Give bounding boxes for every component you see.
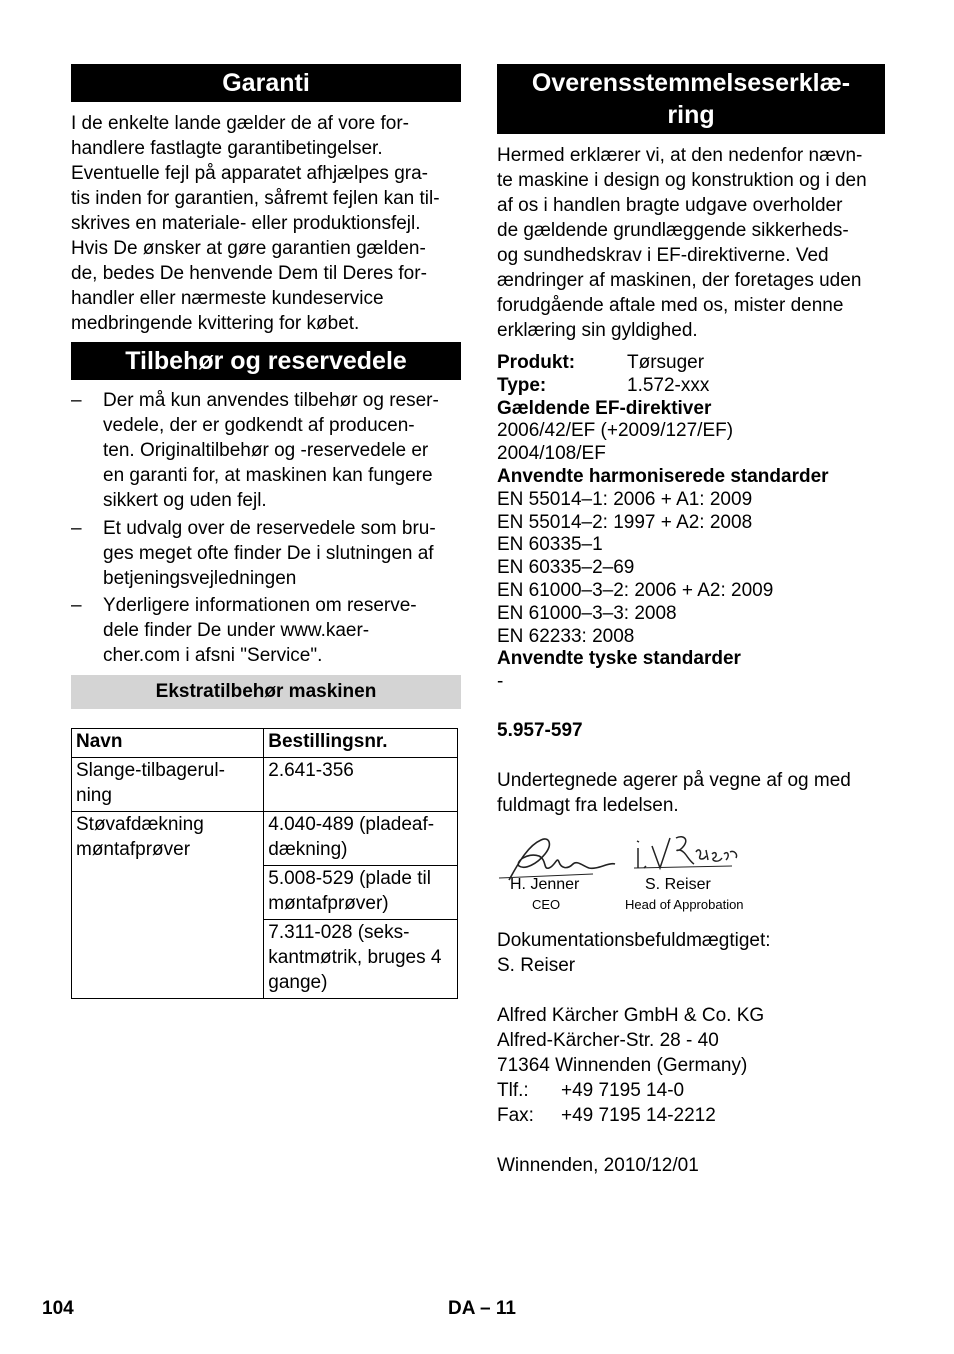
phone-label: Tlf.: bbox=[497, 1080, 529, 1101]
table-cell bbox=[264, 758, 458, 812]
signer-name: H. Jenner bbox=[510, 876, 580, 893]
text-line: S. Reiser bbox=[497, 955, 576, 976]
table-row bbox=[72, 758, 458, 812]
text-line: I de enkelte lande gælder de af vore for- bbox=[71, 113, 409, 134]
fax-row bbox=[497, 1103, 764, 1128]
type-value: 1.572-xxx bbox=[627, 374, 710, 396]
signatory-text bbox=[497, 768, 851, 818]
text-line: Hermed erklærer vi, at den nedenfor nævn- bbox=[497, 145, 863, 166]
fax-label: Fax: bbox=[497, 1105, 534, 1126]
text-line: 4.040-489 (pladeaf- bbox=[268, 814, 435, 835]
section-page-label: DA – 11 bbox=[448, 1298, 516, 1319]
text-line: Slange-tilbagerul- bbox=[76, 760, 225, 781]
table-cell bbox=[264, 812, 458, 866]
text-line: Et udvalg over de reservedele som bru- bbox=[103, 518, 436, 539]
text-line: ges meget ofte finder De i slutningen af bbox=[103, 543, 434, 564]
documentation-authority bbox=[497, 928, 771, 978]
document-number: 5.957-597 bbox=[497, 720, 583, 741]
text-line: handler eller nærmeste kundeservice bbox=[71, 288, 384, 309]
column-header-name: Navn bbox=[72, 729, 264, 758]
declaration-block bbox=[497, 352, 829, 694]
text-line: skrives en materiale- eller produktionsfejl. bbox=[71, 213, 421, 234]
product-value: Tørsuger bbox=[627, 352, 705, 373]
text-line: Eventuelle fejl på apparatet afhjælpes gra- bbox=[71, 163, 429, 184]
text-line: 2004/108/EF bbox=[497, 443, 606, 465]
company-name: Alfred Kärcher GmbH & Co. KG bbox=[497, 1005, 765, 1026]
warranty-heading bbox=[71, 64, 461, 102]
text-line: de gældende grundlæggende sikkerheds- bbox=[497, 220, 849, 241]
table-row bbox=[72, 812, 458, 866]
conformity-heading-line: Overensstemmelseserklæ- bbox=[531, 69, 851, 97]
bullet-text bbox=[103, 516, 436, 591]
text-line: cher.com i afsni "Service". bbox=[103, 645, 323, 666]
text-line: medbringende kvittering for købet. bbox=[71, 313, 360, 334]
text-line: 2.641-356 bbox=[268, 760, 354, 781]
type-label: Type: bbox=[497, 374, 547, 396]
text-line: EN 60335–1 bbox=[497, 534, 603, 556]
text-line: Der må kun anvendes tilbehør og reser- bbox=[103, 390, 439, 411]
text-line: EN 62233: 2008 bbox=[497, 625, 635, 647]
text-line: te maskine i design og konstruktion og i den bbox=[497, 170, 867, 191]
text-line: ning bbox=[76, 785, 112, 806]
german-standards-label: Anvendte tyske standarder bbox=[497, 648, 741, 670]
text-line: Støvafdækning bbox=[76, 814, 204, 835]
bullet-dash: – bbox=[71, 595, 82, 616]
bullet-dash: – bbox=[71, 518, 82, 539]
text-line: dele finder De under www.kaer- bbox=[103, 620, 370, 641]
accessories-table bbox=[71, 728, 458, 999]
phone-row bbox=[497, 1078, 764, 1103]
text-line: dækning) bbox=[268, 839, 348, 860]
table-cell bbox=[72, 758, 264, 812]
table-cell bbox=[264, 866, 458, 920]
conformity-heading-line: ring bbox=[667, 101, 715, 129]
text-line: de, bedes De henvende Dem til Deres for- bbox=[71, 263, 427, 284]
signer-name: S. Reiser bbox=[645, 876, 711, 893]
text-line: handlere fastlagte garantibetingelser. bbox=[71, 138, 383, 159]
text-line: Yderligere informationen om reserve- bbox=[103, 595, 417, 616]
ec-directives-list bbox=[497, 420, 829, 466]
bullet-text bbox=[103, 388, 439, 513]
text-line: ændringer af maskinen, der foretages uden bbox=[497, 270, 862, 291]
signature-reiser bbox=[622, 826, 762, 916]
german-standards-value: - bbox=[497, 671, 504, 693]
ec-directives-label: Gældende EF-direktiver bbox=[497, 397, 712, 419]
text-line: en garanti for, at maskinen kan fungere bbox=[103, 465, 433, 486]
text-line: EN 55014–2: 1997 + A2: 2008 bbox=[497, 511, 753, 533]
text-line: tis inden for garantien, såfremt fejlen kan til- bbox=[71, 188, 440, 209]
warranty-heading-text: Garanti bbox=[222, 69, 310, 97]
text-line: møntafprøver bbox=[76, 839, 191, 860]
text-line: 5.008-529 (plade til bbox=[268, 868, 431, 889]
accessories-heading-text: Tilbehør og reservedele bbox=[125, 347, 407, 375]
bullet-dash: – bbox=[71, 390, 82, 411]
text-line: 7.311-028 (seks- bbox=[268, 922, 410, 943]
phone-value: +49 7195 14-0 bbox=[561, 1080, 685, 1101]
harmonised-standards-label: Anvendte harmoniserede standarder bbox=[497, 465, 829, 487]
text-line: og sundhedskrav i EF-direktiverne. Ved bbox=[497, 245, 829, 266]
text-line: forudgående aftale med os, mister denne bbox=[497, 295, 844, 316]
conformity-heading bbox=[497, 64, 885, 134]
optional-accessories-heading-text: Ekstratilbehør maskinen bbox=[155, 681, 377, 702]
text-line: gange) bbox=[268, 972, 328, 993]
page-number: 104 bbox=[42, 1298, 74, 1319]
type-row bbox=[497, 375, 829, 398]
text-line: fuldmagt fra ledelsen. bbox=[497, 795, 679, 816]
table-cell bbox=[264, 920, 458, 999]
text-line: EN 61000–3–2: 2006 + A2: 2009 bbox=[497, 579, 774, 601]
signer-title: CEO bbox=[532, 897, 561, 912]
optional-accessories-heading bbox=[71, 675, 461, 709]
table-header-row bbox=[72, 729, 458, 758]
column-header-order-number: Bestillingsnr. bbox=[264, 729, 458, 758]
harmonised-standards-list bbox=[497, 489, 829, 649]
company-street: Alfred-Kärcher-Str. 28 - 40 bbox=[497, 1030, 719, 1051]
product-label: Produkt: bbox=[497, 352, 576, 373]
text-line: EN 55014–1: 2006 + A1: 2009 bbox=[497, 488, 753, 510]
accessories-heading bbox=[71, 342, 461, 380]
text-line: Hvis De ønsker at gøre garantien gælden- bbox=[71, 238, 426, 259]
signature-jenner bbox=[497, 826, 637, 916]
company-city: 71364 Winnenden (Germany) bbox=[497, 1055, 748, 1076]
product-row bbox=[497, 352, 829, 375]
text-line: EN 60335–2–69 bbox=[497, 557, 635, 579]
text-line: kantmøtrik, bruges 4 bbox=[268, 947, 442, 968]
table-cell bbox=[72, 812, 264, 999]
place-date: Winnenden, 2010/12/01 bbox=[497, 1155, 699, 1176]
text-line: Dokumentationsbefuldmægtiget: bbox=[497, 930, 771, 951]
text-line: sikkert og uden fejl. bbox=[103, 490, 267, 511]
text-line: af os i handlen bragte udgave overholder bbox=[497, 195, 843, 216]
conformity-text bbox=[497, 143, 867, 343]
handwritten-signature-reiser bbox=[632, 826, 742, 876]
text-line: EN 61000–3–3: 2008 bbox=[497, 602, 677, 624]
text-line: ten. Originaltilbehør og -reservedele er bbox=[103, 440, 429, 461]
bullet-text bbox=[103, 593, 417, 668]
text-line: erklæring sin gyldighed. bbox=[497, 320, 698, 341]
fax-value: +49 7195 14-2212 bbox=[561, 1105, 716, 1126]
text-line: Undertegnede agerer på vegne af og med bbox=[497, 770, 851, 791]
signer-title: Head of Approbation bbox=[625, 897, 744, 912]
company-address bbox=[497, 1003, 764, 1128]
text-line: møntafprøver) bbox=[268, 893, 389, 914]
warranty-text bbox=[71, 111, 440, 336]
text-line: vedele, der er godkendt af producen- bbox=[103, 415, 415, 436]
text-line: betjeningsvejledningen bbox=[103, 568, 297, 589]
text-line: 2006/42/EF (+2009/127/EF) bbox=[497, 420, 734, 442]
